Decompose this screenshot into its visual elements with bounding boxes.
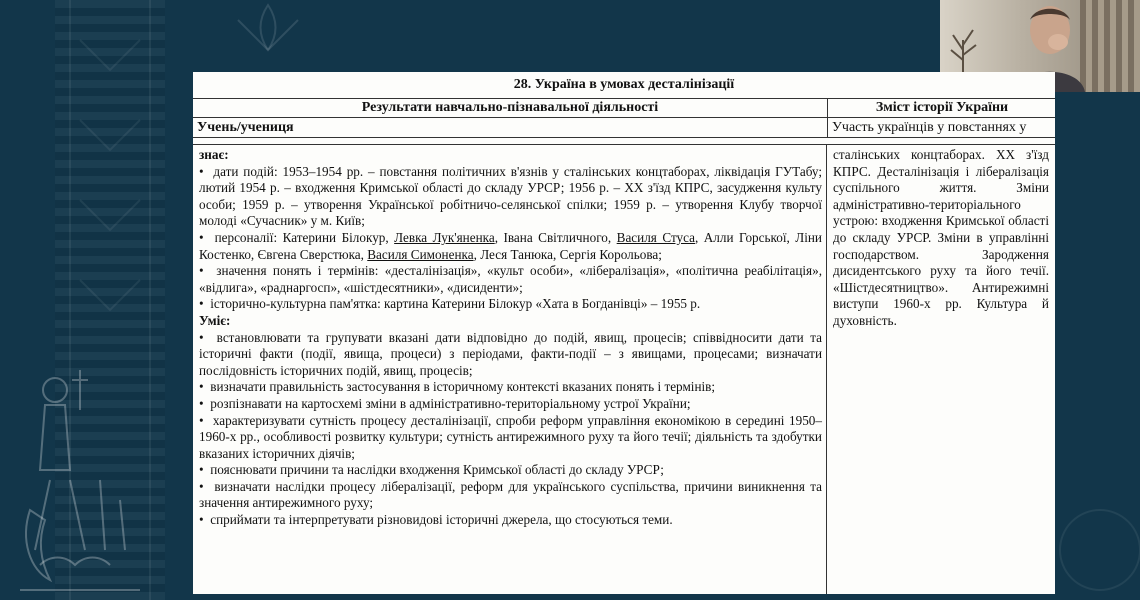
knows-terms: значення понять і термінів: «десталінізація», «культ особи», «лібералізація», «політична реабілітація», «відлига», «раднаргосп», «шістдесятники», «дисиденти»; [199,263,823,295]
bullet-icon: • [199,329,204,345]
person-lukyanenko: Левка Лук'яненка [394,229,495,245]
bullet-icon: • [199,395,204,411]
list-item [199,379,822,396]
ornament-flower-icon [198,0,338,60]
skill-text: визначати наслідки процесу лібералізації, реформ для українського суспільства, причини виникнення та значення антирежимного руху; [199,478,822,511]
bullet-icon: • [199,462,204,478]
person-symonenko: Василя Симоненка [367,246,474,262]
list-item [199,512,822,529]
person-stus: Василя Стуса [616,229,696,245]
persons-text-1: персоналії: Катерини Білокур, [214,229,395,245]
can-heading: Уміє: [199,312,231,328]
persons-text-4: , Леся Танюка, Сергія Корольова; [473,246,662,262]
bullet-icon: • [199,296,204,312]
document-title: 28. Україна в умовах десталінізації [513,77,735,92]
header-content: Зміст історії України [827,99,1056,117]
persons-text-2: , Івана Світличного, [494,229,617,245]
bullet-icon: • [199,263,204,279]
list-item [199,296,822,313]
persons-text-3: , Алли Горської, Ліни Костенко, Євгена Сверстюка, [199,229,822,262]
skill-text: сприймати та інтерпретувати різновидові історичні джерела, що стосуються теми. [210,512,673,528]
knows-monument: історично-культурна пам'ятка: картина Катерини Білокур «Хата в Богданівці» – 1955 р. [210,296,701,312]
document-page [193,72,1055,594]
subheader-student: Учень/учениця [197,120,294,135]
list-item [199,479,822,512]
subheader-participation: Участь українців у повстаннях у [827,118,1055,137]
content-column [827,144,1055,594]
list-item [199,413,822,463]
bullet-icon: • [199,512,204,528]
list-item [199,396,822,413]
results-column [193,144,827,594]
bullet-icon: • [199,163,204,179]
skill-text: визначати правильність застосування в історичному контексті вказаних понять і термінів; [210,379,716,395]
skill-text: пояснювати причини та наслідки входження Кримської області до складу УРСР; [210,462,664,478]
skill-text: встановлювати та групувати вказані дати відповідно до подій, явищ, процесів; співвідносити дати та історичні факти (події, явища, процеси) з періодами, факти-події – з явищами, процесами; визначати послідовність історичних подій, явищ, процесів; [199,329,822,378]
skill-text: розпізнавати на картосхемі зміни в адміністративно-територіальному устрої України; [210,395,691,411]
skill-text: характеризувати сутність процесу десталінізації, спроби реформ управління економікою в середині 1950–1960-х рр., особливості розвитку культури; сутність антирежимного руху та його течії; діяльність та здобутки вказаних історичних діячів; [199,412,822,461]
list-item [199,263,822,296]
table-subheader-row [193,118,1055,138]
list-item [199,462,822,479]
bullet-icon: • [199,379,204,395]
knows-heading: знає: [199,147,229,162]
bullet-icon: • [199,478,204,494]
header-results: Результати навчально-пізнавальної діяльності [361,100,659,115]
knows-dates: дати подій: 1953–1954 рр. – повстання політичних в'язнів у сталінських концтаборах, ліквідація ГУТабу; лютий 1954 р. – входження Кримської області до складу УРСР; 1956 р. – XX з'їзд КПРС, засудження культу особи; 1959 р. – утворення Української робітничо-селянської спілки; 1959 р. – утворення Клубу творчої молоді «Сучасник» у м. Київ; [199,163,823,229]
list-item [199,230,822,263]
content-text: сталінських концтаборах. XX з'їзд КПРС. Десталінізація і лібералізація суспільного життя. Зміни адміністративно-територіального устрою: входження Кримської області до складу УРСР. Зміни в управлінні господарством. Зародження дисидентського руху та його течії. «Шістдесятництво». Антирежимні виступи 1960-х рр. Культура й духовність. [833,147,1049,328]
monument-emblem-icon [10,350,150,600]
bullet-icon: • [199,412,204,428]
bullet-icon: • [199,229,204,245]
table-header-row [193,98,1055,118]
list-item [199,164,822,230]
list-item [199,330,822,380]
